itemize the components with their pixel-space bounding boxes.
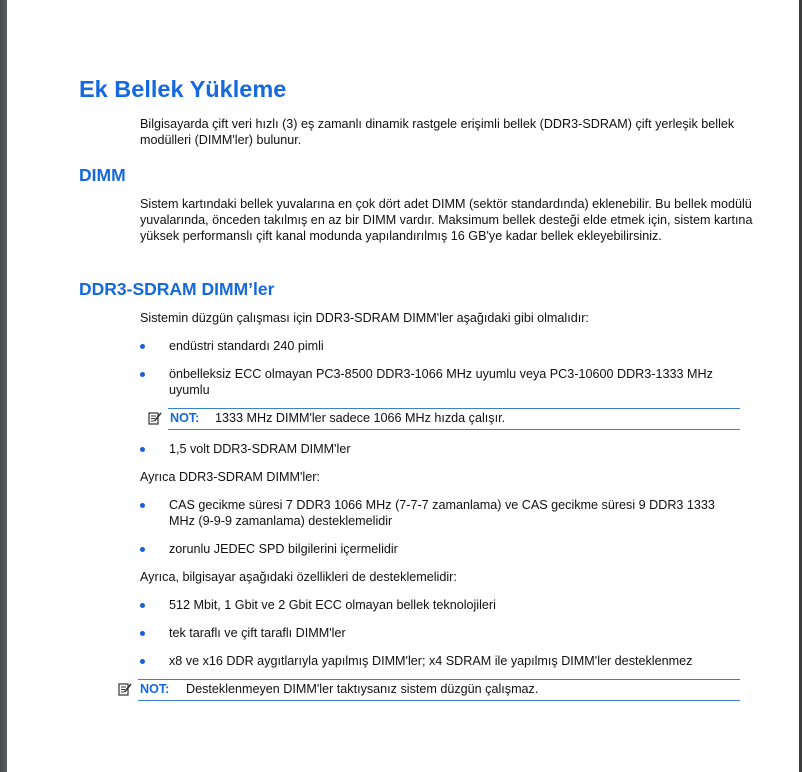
bullet-icon [140,344,145,349]
note-icon [148,411,162,425]
note-text: Desteklenmeyen DIMM'ler taktıysanız sistem düzgün çalışmaz. [186,682,539,696]
document-page: Ek Bellek Yükleme Bilgisayarda çift veri hızlı (3) eş zamanlı dinamik rastgele erişimli bellek (DDR3-SDRAM) çift yerleşik bellek modülleri (DIMM'ler) bulunur. DIMM Sistem kartındaki bellek yuvalarına en çok dört adet DIMM (sektör standardında) eklenebilir. Bu bellek modülü yuvalarında, önceden takılmış en az bir DIMM vardır. Maksimum bellek desteği elde etmek için, sistem kartına yüksek performanslı çift kanal modunda yapılandırılmış 16 GB'ye kadar bellek ekleyebilirsiniz. DDR3-SDRAM DIMM’ler Sistemin düzgün çalışması için DDR3-SDRAM DIMM'ler aşağıdaki gibi olmalıdır: endüstri standardı 240 pimli önbelleksiz ECC olmayan PC3-8500 DDR3-1066 MHz uyumlu veya PC3-10600 DDR3-1333 MHz uyumlu NOT: 1333 MHz DIMM'ler sadece 1066 MHz hızda çalışır. 1,5 volt DDR3-SDRAM DIMM'ler Ayrıca DDR3-SDRAM DIMM'ler: CAS gecikme süresi 7 DDR3 1066 MHz (7-7-7 zamanlama) ve CAS gecikme süresi 9 DDR3 1333 MHz (9-9-9 zamanlama) desteklemelidir zorunlu JEDEC SPD bilgilerini içermelidir Ayrıca, bilgisayar aşağıdaki özellikleri de desteklemelidir: 512 Mbit, 1 Gbit ve 2 Gbit ECC olmayan bellek teknolojileri tek taraflı ve çift taraflı DIMM'ler x8 ve x16 DDR aygıtlarıyla yapılmış DIMM'ler; x4 SDRAM ile yapılmış DIMM'ler desteklenmez NOT: Desteklenmeyen DIMM'ler taktıysanız sistem düzgün çalışmaz. [7,0,799,772]
bullet-icon [140,659,145,664]
note-rule [138,679,740,701]
dimm-paragraph: Sistem kartındaki bellek yuvalarına en çok dört adet DIMM (sektör standardında) eklenebilir. Bu bellek modülü yuvalarında, önceden takılmış en az bir DIMM vardır. Maksimum bellek desteği elde etmek için, sistem kartına yüksek performanslı çift kanal modunda yapılandırılmış 16 GB'ye kadar bellek ekleyebilirsiniz. [140,197,753,243]
bullet-icon [140,372,145,377]
intro-paragraph: Bilgisayarda çift veri hızlı (3) eş zamanlı dinamik rastgele erişimli bellek (DDR3-SDRAM) çift yerleşik bellek modülleri (DIMM'ler) bulunur. [140,117,735,147]
ddr3-lead-2: Ayrıca DDR3-SDRAM DIMM'ler: [140,470,320,484]
note-text: 1333 MHz DIMM'ler sadece 1066 MHz hızda çalışır. [215,411,506,425]
section-heading-dimm: DIMM [79,165,126,185]
ddr3-lead-3: Ayrıca, bilgisayar aşağıdaki özellikleri de desteklemelidir: [140,570,457,584]
viewer-left-border [0,0,7,772]
page-title: Ek Bellek Yükleme [79,76,287,102]
note-label: NOT: [170,411,200,425]
section-heading-ddr3: DDR3-SDRAM DIMM’ler [79,279,275,299]
ddr3-lead: Sistemin düzgün çalışması için DDR3-SDRAM DIMM'ler aşağıdaki gibi olmalıdır: [140,311,589,325]
note-label: NOT: [140,682,170,696]
bullet-icon [140,603,145,608]
note-rule [168,408,740,430]
bullet-icon [140,631,145,636]
bullet-icon [140,447,145,452]
bullet-icon [140,547,145,552]
bullet-icon [140,503,145,508]
note-icon [118,682,132,696]
